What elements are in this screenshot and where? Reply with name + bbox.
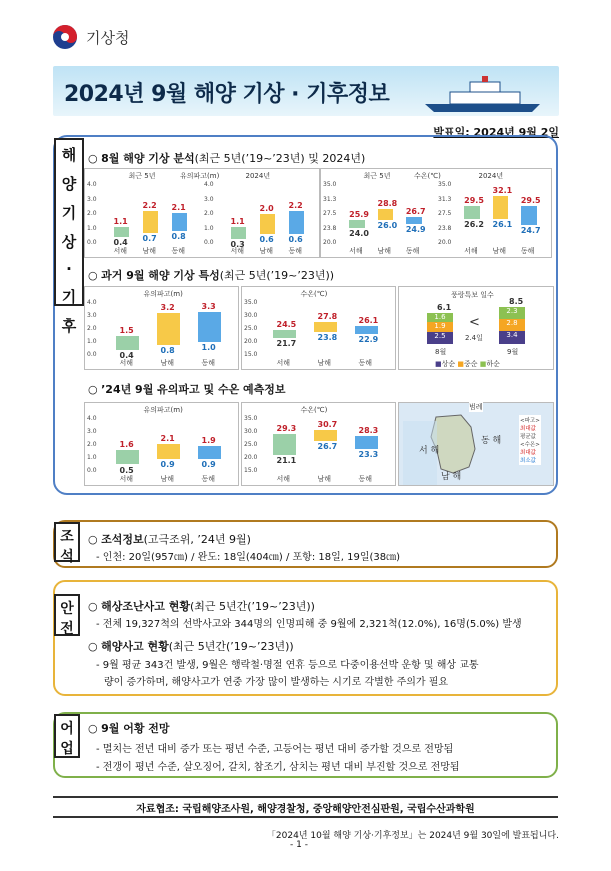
sec1-heading: ○ 8월 해양 기상 분석(최근 5년(’19~’23년) 및 2024년) <box>88 152 366 165</box>
max-label: 24.5 <box>276 320 297 330</box>
safety-s1: (최근 5년간(’19~’23년)) <box>189 600 315 613</box>
safety-t1: 해상조난사고 현황 <box>101 600 190 613</box>
side-char: 기 <box>61 204 77 222</box>
min-label: 0.6 <box>288 235 303 245</box>
min-label: 23.8 <box>317 333 338 343</box>
page-number: - 1 - <box>290 840 308 850</box>
max-label: 1.9 <box>201 436 216 446</box>
range-bar <box>289 211 305 234</box>
aug-early-bar: 2.5 <box>427 332 453 344</box>
min-label: 26.2 <box>464 220 484 230</box>
y-tick: 27.5 <box>438 210 452 217</box>
leg-tmax: 최대값 <box>520 450 536 456</box>
min-label: 21.7 <box>276 338 297 348</box>
range-bar <box>260 214 276 234</box>
map-legend <box>519 415 541 465</box>
map-west: 서 해 <box>419 446 440 456</box>
leg-wave: <파고> <box>520 418 540 424</box>
range-bar <box>355 436 378 449</box>
y-tick: 0.0 <box>87 467 97 474</box>
max-label: 29.5 <box>520 196 541 206</box>
side-char: 후 <box>61 317 77 335</box>
group-title: 2024년 <box>245 172 271 180</box>
group-title: 2024년 <box>478 172 504 180</box>
y-tick: 25.0 <box>244 441 258 448</box>
kma-logo-icon <box>52 24 78 50</box>
chart-title: 수온(℃) <box>300 290 328 298</box>
y-tick: 35.0 <box>244 299 258 306</box>
agency-name: 기상청 <box>86 28 130 47</box>
max-label: 2.1 <box>171 202 186 212</box>
compare-sign: < <box>469 315 480 330</box>
sources-line: 자료협조: 국립해양조사원, 해양경찰청, 중앙해양안전심판원, 국립수산과학원 <box>53 796 558 818</box>
max-label: 2.2 <box>288 201 303 211</box>
y-tick: 35.0 <box>323 181 337 188</box>
fcst-wave-chart <box>84 402 239 486</box>
y-tick: 20.0 <box>323 239 337 246</box>
range-bar <box>349 220 365 227</box>
y-tick: 35.0 <box>438 181 452 188</box>
y-tick: 1.0 <box>204 224 214 232</box>
safety-heading-2: ○ 해양사고 현황(최근 5년간(’19~’23년)) <box>88 640 294 653</box>
min-label: 23.3 <box>358 450 379 460</box>
y-tick: 25.0 <box>244 325 258 332</box>
safety-d2a: - 9월 평균 343건 발생, 9월은 행락철·명절 연휴 등으로 다중이용선박 운항 및 해상 교통 <box>96 660 479 671</box>
tag-char: 전 <box>60 621 74 637</box>
y-tick: 31.3 <box>438 195 452 203</box>
aug-wave-chart <box>84 168 320 258</box>
min-label: 0.8 <box>160 345 175 355</box>
y-tick: 23.8 <box>323 224 337 232</box>
compare-value: 2.4일 <box>465 334 483 342</box>
y-tick: 27.5 <box>323 210 337 217</box>
max-label: 2.2 <box>142 201 157 211</box>
range-bar <box>198 446 221 459</box>
sep-mid-bar: 2.8 <box>499 319 525 331</box>
leg-temp: <수온> <box>520 442 540 448</box>
max-label: 29.3 <box>276 423 297 433</box>
max-label: 32.1 <box>492 186 513 196</box>
group-title: 최근 5년 <box>128 172 156 180</box>
y-tick: 15.0 <box>244 351 258 358</box>
chart-title: 수온(℃) <box>414 172 441 180</box>
group-title: 최근 5년 <box>363 172 391 180</box>
page-title: 2024년 9월 해양 기상 · 기후정보 <box>64 82 390 107</box>
y-tick: 0.0 <box>204 239 214 246</box>
chart-title: 유의파고(m) <box>143 406 183 414</box>
category-label: 남해 <box>160 475 175 483</box>
aug-mid-bar: 1.9 <box>427 322 453 332</box>
min-label: 0.9 <box>160 460 175 470</box>
range-bar <box>521 206 537 225</box>
map-legend-title: 범례 <box>469 403 483 411</box>
max-label: 2.0 <box>259 204 274 213</box>
category-label: 서해 <box>230 247 245 255</box>
min-label: 21.1 <box>276 456 297 466</box>
min-label: 0.6 <box>259 235 274 245</box>
min-label: 0.5 <box>119 465 134 475</box>
min-label: 0.4 <box>119 350 134 360</box>
side-char: · <box>66 260 72 278</box>
range-bar <box>314 430 337 440</box>
range-bar <box>198 312 221 342</box>
category-label: 남해 <box>160 359 175 367</box>
tide-tag <box>54 522 80 565</box>
range-bar <box>406 217 422 224</box>
max-label: 26.1 <box>358 316 379 326</box>
sep-wave-chart <box>84 286 239 370</box>
y-tick: 4.0 <box>87 415 97 422</box>
range-bar <box>378 209 394 220</box>
tide-title: 조석정보 <box>101 533 144 546</box>
safety-t2: 해양사고 현황 <box>101 640 169 653</box>
range-bar <box>157 313 180 344</box>
sea-area-map <box>398 402 554 486</box>
sec2-title: 과거 9월 해양 기상 특성 <box>101 269 220 282</box>
max-label: 3.3 <box>201 302 216 312</box>
min-label: 0.9 <box>201 460 216 470</box>
fishery-d1: - 멸치는 전년 대비 증가 또는 평년 수준, 고등어는 평년 대비 증가할 것으로 전망됨 <box>96 744 454 755</box>
range-bar <box>116 450 139 464</box>
safety-s2: (최근 5년간(’19~’23년)) <box>168 640 294 653</box>
y-tick: 2.0 <box>87 441 97 448</box>
y-tick: 35.0 <box>244 415 258 422</box>
y-tick: 0.0 <box>87 351 97 358</box>
safety-d2b: 량이 증가하며, 해양사고가 연중 가장 많이 발생하는 시기로 각별한 주의가 필요 <box>104 677 449 688</box>
side-char: 양 <box>61 175 77 193</box>
category-label: 서해 <box>119 475 134 483</box>
range-bar <box>273 330 296 337</box>
category-label: 동해 <box>171 247 186 255</box>
sep-temp-chart <box>241 286 396 370</box>
range-bar <box>355 326 378 334</box>
range-bar <box>314 322 337 332</box>
sep-label: 9월 <box>507 348 519 356</box>
y-tick: 3.0 <box>87 312 97 319</box>
y-tick: 15.0 <box>244 467 258 474</box>
ocean-climate-side-label <box>54 138 84 335</box>
min-label: 1.0 <box>201 343 216 352</box>
category-label: 남해 <box>317 359 332 367</box>
max-label: 1.5 <box>119 325 134 335</box>
max-label: 1.6 <box>119 440 134 450</box>
legend-mid: 중순 <box>464 360 478 368</box>
range-bar <box>172 213 188 232</box>
next-issue-note: 「2024년 10월 해양 기상·기후정보」는 2024년 9월 30일에 발표됩니다. <box>266 831 559 841</box>
max-label: 26.7 <box>405 207 426 217</box>
tag-char: 안 <box>60 601 74 617</box>
sep-total: 8.5 <box>509 297 524 306</box>
min-label: 0.8 <box>171 232 186 242</box>
range-bar <box>493 196 509 219</box>
side-char: 상 <box>61 233 77 251</box>
publish-date: 발표일: 2024년 9월 2일 <box>433 126 559 139</box>
legend-late: 하순 <box>486 360 500 368</box>
category-label: 남해 <box>492 247 507 255</box>
category-label: 서해 <box>119 359 134 367</box>
max-label: 28.3 <box>358 426 379 436</box>
category-label: 남해 <box>377 247 392 255</box>
aug-temp-chart <box>320 168 552 258</box>
category-label: 서해 <box>349 247 363 255</box>
chart-title: 유의파고(m) <box>180 172 220 180</box>
sec1-sub: (최근 5년(’19~’23년) 및 2024년) <box>194 152 366 165</box>
sep-early-bar: 3.4 <box>499 331 525 344</box>
y-tick: 3.0 <box>87 428 97 435</box>
max-label: 25.9 <box>349 210 369 220</box>
fcst-temp-chart <box>241 402 396 486</box>
safety-d1: - 전체 19,327척의 선박사고와 344명의 인명피해 중 9월에 2,321척(12.0%), 16명(5.0%) 발생 <box>96 619 522 630</box>
fishery-heading: ○ 9월 어황 전망 <box>88 722 170 735</box>
y-tick: 30.0 <box>244 428 258 435</box>
aug-total: 6.1 <box>437 303 452 312</box>
y-tick: 30.0 <box>244 312 258 319</box>
max-label: 1.1 <box>113 217 128 227</box>
agency-logo-row <box>52 24 129 50</box>
leg-avg: 평균값 <box>520 434 536 440</box>
chart-title: 유의파고(m) <box>143 290 183 298</box>
range-bar <box>157 444 180 460</box>
y-tick: 2.0 <box>204 210 214 217</box>
max-label: 29.5 <box>464 196 484 206</box>
max-label: 3.2 <box>160 303 175 313</box>
typhoon-title: 풍랑특보 일수 <box>451 291 494 299</box>
y-tick: 1.0 <box>87 224 97 232</box>
category-label: 동해 <box>520 247 535 255</box>
map-east: 동 해 <box>481 436 502 446</box>
tide-sub: (고극조위, ’24년 9월) <box>143 533 251 546</box>
sep-late-bar: 2.3 <box>499 307 525 319</box>
category-label: 동해 <box>201 359 216 367</box>
y-tick: 4.0 <box>87 299 97 306</box>
safety-tag <box>54 594 80 636</box>
y-tick: 0.0 <box>87 239 97 246</box>
range-bar <box>273 434 296 455</box>
legend-early: 상순 <box>441 360 456 368</box>
max-label: 2.1 <box>160 433 175 443</box>
max-label: 30.7 <box>317 420 338 430</box>
min-label: 0.4 <box>113 238 128 248</box>
sec1-title: 8월 해양 기상 분석 <box>101 152 195 165</box>
category-label: 동해 <box>358 475 373 483</box>
max-label: 27.8 <box>317 311 338 321</box>
sec2-heading: ○ 과거 9월 해양 기상 특성(최근 5년(’19~’23년)) <box>88 269 335 282</box>
min-label: 22.9 <box>358 335 379 345</box>
category-label: 동해 <box>405 247 420 255</box>
y-tick: 23.8 <box>438 224 452 232</box>
leg-tmin: 최소값 <box>520 458 536 464</box>
y-tick: 3.0 <box>204 195 214 203</box>
max-label: 28.8 <box>377 198 398 208</box>
fishery-title: 9월 어황 전망 <box>101 722 170 735</box>
min-label: 0.3 <box>230 239 245 249</box>
min-label: 24.7 <box>520 225 541 235</box>
category-label: 서해 <box>464 247 478 255</box>
category-label: 서해 <box>276 359 291 367</box>
category-label: 서해 <box>113 247 128 255</box>
y-tick: 3.0 <box>87 195 97 203</box>
category-label: 동해 <box>288 247 303 255</box>
min-label: 26.7 <box>317 441 338 451</box>
y-tick: 20.0 <box>244 454 258 461</box>
side-char: 해 <box>61 146 77 164</box>
leg-max: 최대값 <box>520 426 536 432</box>
tide-text: - 인천: 20일(957㎝) / 완도: 18일(404㎝) / 포항: 18일, 19일(38㎝) <box>96 552 401 563</box>
min-label: 24.9 <box>405 225 426 235</box>
map-south: 남 해 <box>441 472 462 482</box>
fishery-tag <box>54 714 80 758</box>
category-label: 남해 <box>317 475 332 483</box>
y-tick: 31.3 <box>323 195 337 203</box>
y-tick: 1.0 <box>87 454 97 461</box>
tag-char: 어 <box>60 721 74 737</box>
storm-warning-days-panel <box>398 286 554 370</box>
y-tick: 20.0 <box>244 338 258 345</box>
chart-title: 수온(℃) <box>300 406 328 414</box>
tag-char: 업 <box>60 741 74 757</box>
tag-char: 석 <box>60 549 74 565</box>
safety-heading-1: ○ 해상조난사고 현황(최근 5년간(’19~’23년)) <box>88 600 315 613</box>
range-bar <box>231 227 247 239</box>
category-label: 동해 <box>201 475 216 483</box>
aug-label: 8월 <box>435 348 447 356</box>
category-label: 남해 <box>259 247 274 255</box>
min-label: 0.7 <box>142 233 157 243</box>
category-label: 남해 <box>142 247 157 255</box>
category-label: 서해 <box>276 475 291 483</box>
tide-heading: ○ 조석정보(고극조위, ’24년 9월) <box>88 533 251 546</box>
sec2-sub: (최근 5년(’19~’23년)) <box>219 269 335 282</box>
y-tick: 4.0 <box>204 181 214 188</box>
typhoon-legend: ■상순 ■중순 ■하순 <box>435 360 500 368</box>
side-char: 기 <box>61 288 77 306</box>
range-bar <box>116 336 139 350</box>
y-tick: 20.0 <box>438 239 452 246</box>
fishery-d2: - 전갱이 평년 수준, 살오징어, 갈치, 참조기, 삼치는 평년 대비 부진할 것으로 전망됨 <box>96 762 460 773</box>
y-tick: 1.0 <box>87 338 97 345</box>
sec3-title: ’24년 9월 유의파고 및 수온 예측정보 <box>101 383 286 396</box>
ship-illustration-icon <box>420 74 550 114</box>
y-tick: 2.0 <box>87 325 97 332</box>
sec3-heading: ○ ’24년 9월 유의파고 및 수온 예측정보 <box>88 383 286 396</box>
max-label: 1.1 <box>230 217 245 227</box>
min-label: 24.0 <box>349 228 369 238</box>
tag-char: 조 <box>60 529 74 545</box>
y-tick: 2.0 <box>87 210 97 217</box>
aug-late-bar: 1.6 <box>427 313 453 322</box>
y-tick: 4.0 <box>87 181 97 188</box>
min-label: 26.0 <box>377 220 398 230</box>
range-bar <box>114 227 130 237</box>
range-bar <box>464 206 480 219</box>
min-label: 26.1 <box>492 220 513 230</box>
category-label: 동해 <box>358 359 373 367</box>
range-bar <box>143 211 159 233</box>
